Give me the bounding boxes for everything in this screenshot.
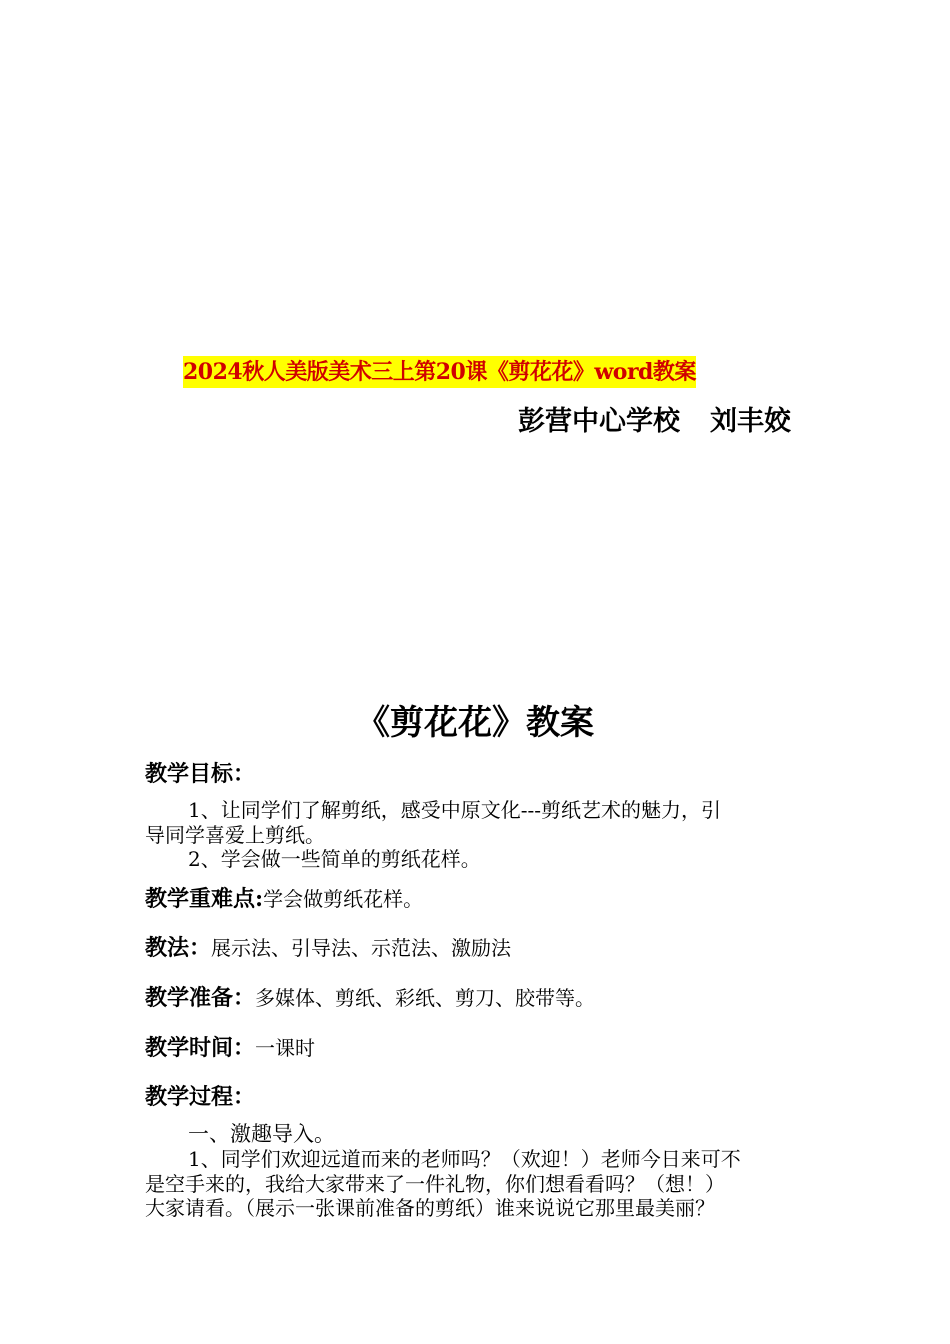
preparation-text: 多媒体、剪纸、彩纸、剪刀、胶带等。	[255, 986, 596, 1010]
methods-line	[145, 932, 511, 964]
time-line	[145, 1032, 315, 1064]
objective-2: 2、学会做一些简单的剪纸花样。	[188, 847, 481, 871]
objective-1-line-1: 1、让同学们了解剪纸，感受中原文化---剪纸艺术的魅力，引	[188, 798, 721, 822]
process-section-1: 一、激趣导入。	[188, 1122, 335, 1146]
process-para-line-2: 是空手来的，我给大家带来了一件礼物，你们想看看吗？（想！）	[145, 1172, 725, 1196]
preparation-heading: 教学准备：	[145, 985, 256, 1011]
methods-text: 展示法、引导法、示范法、激励法	[211, 936, 512, 960]
preparation-line	[145, 982, 595, 1014]
process-para-line-3: 大家请看。（展示一张课前准备的剪纸）谁来说说它那里最美丽？	[145, 1196, 715, 1220]
objective-1-line-2: 导同学喜爱上剪纸。	[145, 823, 325, 847]
author-line	[518, 402, 791, 442]
methods-heading: 教法：	[145, 935, 212, 961]
document-title: 2024秋人美版美术三上第20课《剪花花》word教案	[183, 356, 696, 388]
key-points-heading: 教学重难点:	[145, 886, 264, 912]
lesson-title: 《剪花花》教案	[356, 703, 594, 743]
key-points-line	[145, 883, 423, 915]
objectives-heading: 教学目标：	[145, 761, 256, 787]
author-name: 刘丰姣	[710, 406, 791, 437]
time-text: 一课时	[255, 1036, 316, 1060]
process-para-line-1: 1、同学们欢迎远道而来的老师吗？（欢迎！）老师今日来可不	[188, 1147, 741, 1171]
time-heading: 教学时间：	[145, 1035, 256, 1061]
key-points-text: 学会做剪纸花样。	[263, 887, 424, 911]
process-heading: 教学过程：	[145, 1084, 256, 1110]
author-school: 彭营中心学校	[518, 406, 680, 437]
